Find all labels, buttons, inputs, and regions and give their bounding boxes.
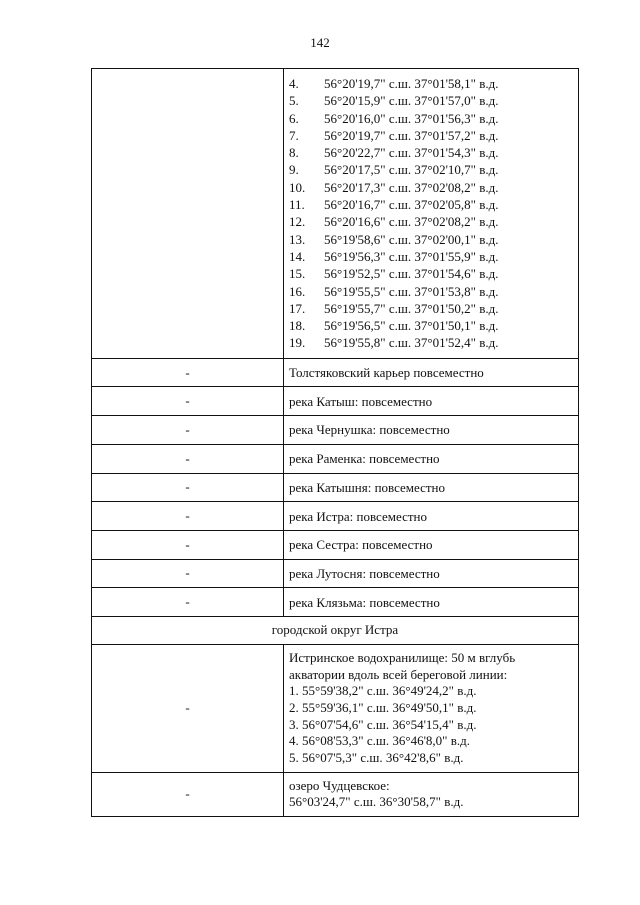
coordinate-value: 56°19'58,6" с.ш. 37°02'00,1" в.д. (324, 231, 499, 247)
dash-cell: - (185, 508, 190, 524)
reservoir-line: 3. 56°07'54,6" с.ш. 36°54'15,4" в.д. (289, 716, 477, 732)
coordinate-value: 56°20'16,7" с.ш. 37°02'05,8" в.д. (324, 197, 499, 213)
reservoir-line: 4. 56°08'53,3" с.ш. 36°46'8,0" в.д. (289, 733, 470, 749)
coordinate-number: 13. (289, 231, 306, 247)
table-row (92, 445, 578, 474)
coordinate-item (289, 300, 578, 317)
water-body-cell: река Чернушка: повсеместно (289, 422, 450, 438)
coordinate-value: 56°20'16,6" с.ш. 37°02'08,2" в.д. (324, 214, 499, 230)
table-row (92, 645, 578, 773)
section-header: городской округ Истра (271, 622, 399, 638)
coordinate-value: 56°20'17,3" с.ш. 37°02'08,2" в.д. (324, 179, 499, 195)
page-number: 142 (310, 35, 330, 50)
coordinate-item (289, 196, 578, 213)
coordinate-value: 56°19'55,7" с.ш. 37°01'50,2" в.д. (324, 300, 499, 316)
water-body-cell: река Раменка: повсеместно (289, 451, 440, 467)
coordinate-number: 16. (289, 283, 306, 299)
dash-cell: - (185, 700, 190, 716)
coordinate-value: 56°19'52,5" с.ш. 37°01'54,6" в.д. (324, 266, 499, 282)
coordinate-number: 19. (289, 335, 306, 351)
table-row (92, 69, 578, 359)
water-body-cell: река Лутосня: повсеместно (289, 565, 440, 581)
table-row (92, 359, 578, 388)
reservoir-line: 1. 55°59'38,2" с.ш. 36°49'24,2" в.д. (289, 683, 477, 699)
water-body-cell: река Катышня: повсеместно (289, 479, 446, 495)
coordinate-number: 15. (289, 266, 306, 282)
table-row (92, 387, 578, 416)
lake-line: озеро Чудцевское: (289, 777, 390, 793)
water-body-cell: река Сестра: повсеместно (289, 537, 433, 553)
coordinate-item (289, 75, 578, 92)
dash-cell: - (185, 421, 190, 437)
coordinate-item (289, 248, 578, 265)
coordinate-number: 14. (289, 248, 306, 264)
coordinate-value: 56°20'22,7" с.ш. 37°01'54,3" в.д. (324, 145, 499, 161)
coordinate-value: 56°19'56,5" с.ш. 37°01'50,1" в.д. (324, 318, 499, 334)
coordinate-item (289, 265, 578, 282)
dash-cell: - (185, 565, 190, 581)
table-row (92, 474, 578, 503)
reservoir-line: 2. 55°59'36,1" с.ш. 36°49'50,1" в.д. (289, 700, 477, 715)
coordinate-item (289, 161, 578, 178)
dash-cell: - (185, 786, 190, 802)
coordinate-item (289, 144, 578, 161)
coordinate-number: 11. (289, 197, 305, 213)
reservoir-line: акватории вдоль всей береговой линии: (289, 666, 508, 682)
water-body-cell: река Клязьма: повсеместно (289, 594, 440, 610)
lake-cell (284, 773, 578, 816)
dash-cell: - (185, 450, 190, 466)
section-header-row (92, 617, 578, 645)
coordinate-number: 8. (289, 145, 299, 161)
coordinate-list (284, 69, 578, 358)
coordinate-number: 4. (289, 76, 299, 91)
reservoir-cell (284, 645, 578, 772)
water-body-cell: река Истра: повсеместно (289, 508, 427, 524)
coordinate-value: 56°20'19,7" с.ш. 37°01'57,2" в.д. (324, 127, 499, 143)
table-row (92, 588, 578, 617)
coordinate-item (289, 334, 578, 351)
table-row (92, 560, 578, 589)
coordinate-number: 18. (289, 318, 306, 334)
coordinate-number: 10. (289, 179, 306, 195)
table-row (92, 531, 578, 560)
coordinate-number: 7. (289, 127, 299, 143)
table-row (92, 502, 578, 531)
coordinate-number: 5. (289, 93, 299, 109)
coordinate-item (289, 231, 578, 248)
coordinate-item (289, 283, 578, 300)
coordinate-item (289, 127, 578, 144)
coordinate-item (289, 110, 578, 127)
coordinate-value: 56°19'55,8" с.ш. 37°01'52,4" в.д. (324, 335, 499, 351)
lake-line: 56°03'24,7" с.ш. 36°30'58,7" в.д. (289, 794, 464, 810)
zones-table (91, 68, 579, 817)
coordinate-item (289, 179, 578, 196)
dash-cell: - (185, 393, 190, 409)
coordinate-value: 56°20'16,0" с.ш. 37°01'56,3" в.д. (324, 110, 499, 126)
water-body-cell: Толстяковский карьер повсеместно (289, 365, 484, 381)
coordinate-number: 9. (289, 162, 299, 178)
reservoir-line: 5. 56°07'5,3" с.ш. 36°42'8,6" в.д. (289, 750, 464, 766)
water-body-cell: река Катыш: повсеместно (289, 393, 433, 409)
table-row (92, 416, 578, 445)
coordinate-value: 56°19'56,3" с.ш. 37°01'55,9" в.д. (324, 248, 499, 264)
coordinate-number: 17. (289, 300, 306, 316)
coordinate-number: 12. (289, 214, 306, 230)
reservoir-line: Истринское водохранилище: 50 м вглубь (289, 649, 516, 665)
coordinate-number: 6. (289, 110, 299, 126)
dash-cell: - (185, 364, 190, 380)
coordinate-item (289, 317, 578, 334)
coordinate-item (289, 213, 578, 230)
dash-cell: - (185, 479, 190, 495)
dash-cell: - (185, 536, 190, 552)
coordinate-item (289, 92, 578, 109)
coordinate-value: 56°19'55,5" с.ш. 37°01'53,8" в.д. (324, 283, 499, 299)
coordinate-value: 56°20'15,9" с.ш. 37°01'57,0" в.д. (324, 93, 499, 109)
coordinate-value: 56°20'17,5" с.ш. 37°02'10,7" в.д. (324, 162, 499, 178)
table-row (92, 773, 578, 816)
table-cell-empty (92, 69, 284, 358)
coordinate-value: 56°20'19,7" с.ш. 37°01'58,1" в.д. (324, 76, 499, 91)
dash-cell: - (185, 594, 190, 610)
